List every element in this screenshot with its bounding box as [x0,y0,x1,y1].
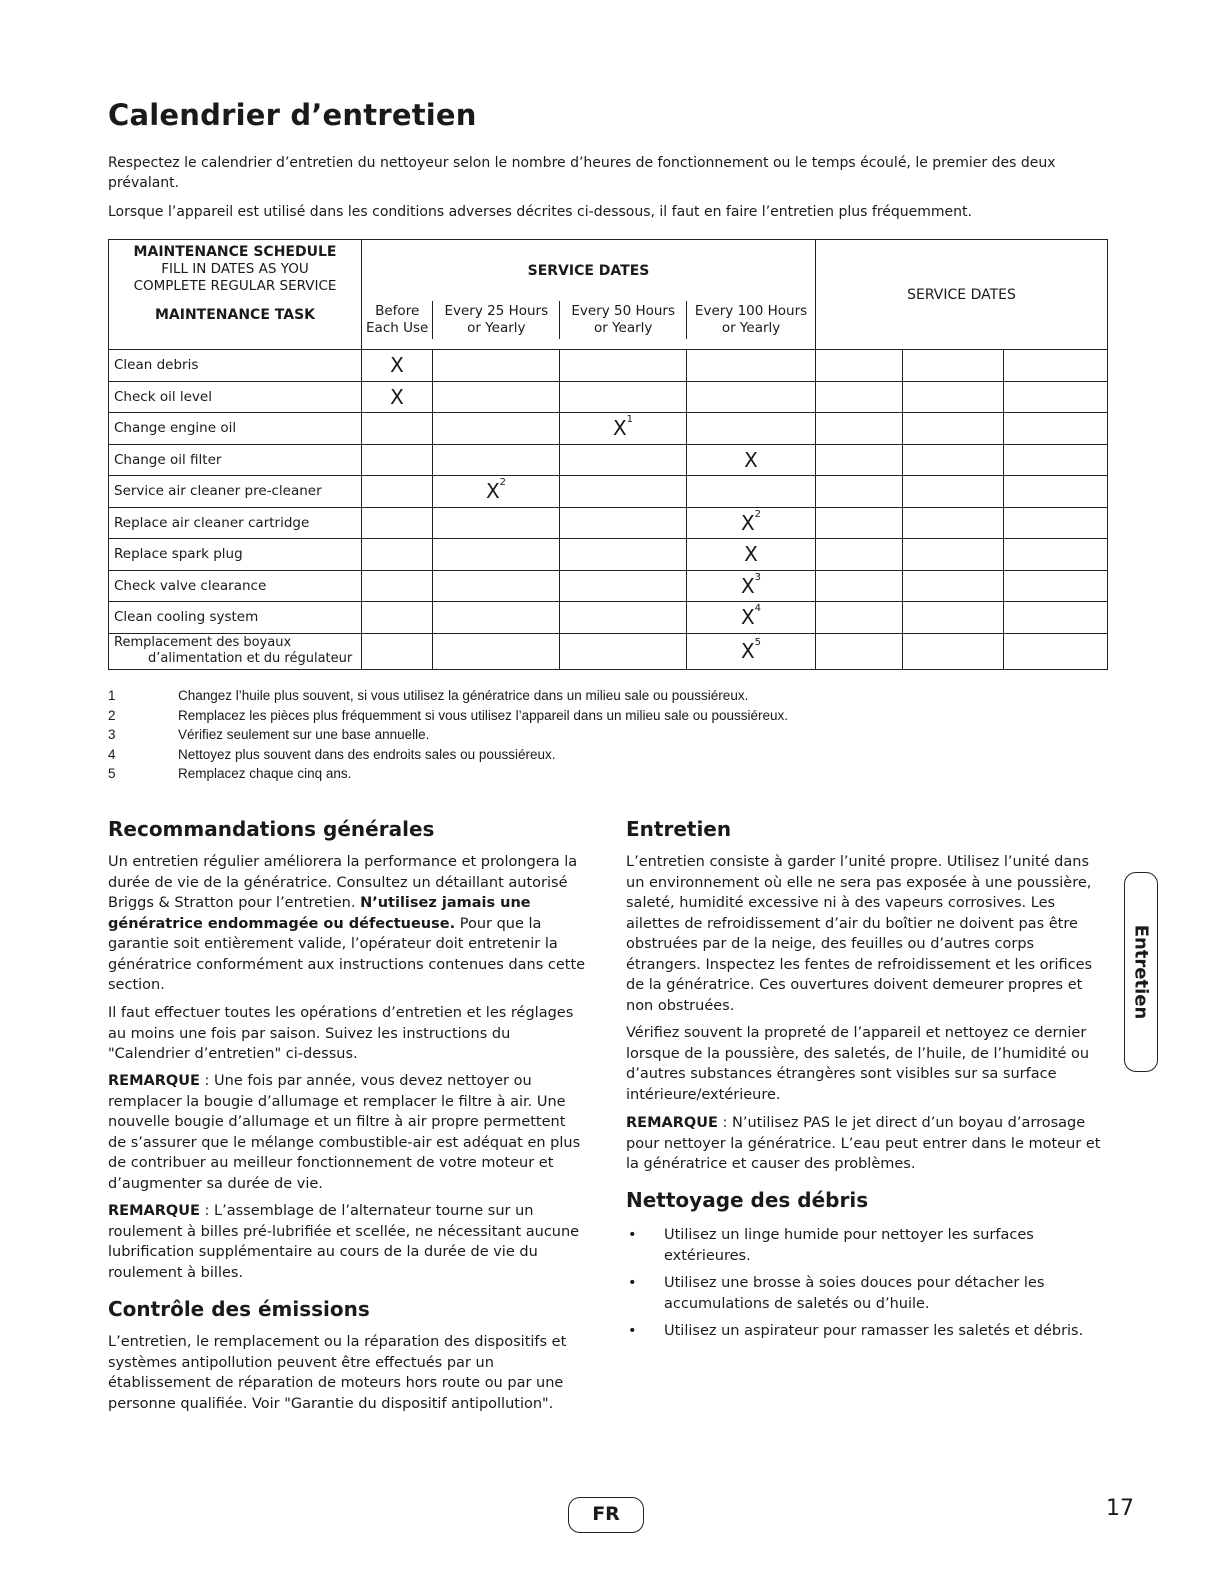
list-item: • Utilisez un aspirateur pour ramasser les saletés et débris. [626,1321,1106,1342]
service-date-cell [816,476,903,508]
interval-cell [362,539,433,571]
header-fill-in-dates: FILL IN DATES AS YOU [161,261,309,277]
entretien-paragraph-1: L’entretien consiste à garder l’unité propre. Utilisez l’unité dans un environnement où elle ne sera pas exposée à une poussière, saleté, humidité excessive ni à des vapeurs corrosives. Les ailettes de refroidissement d’air du boîtier ne doivent pas être obstruées par de la neige, des feuilles ou d’autres corps étrangers. Inspectez les fentes de refroidissement et les orifices de la génératrice. Ces ouvertures doivent demeurer propres et non obstruées. [626,854,1093,1014]
service-date-cell [1004,539,1108,571]
heading-nettoyage: Nettoyage des débris [626,1188,869,1212]
schedule-mark: $X^2$ [433,476,560,508]
emissions-paragraph: L’entretien, le remplacement ou la réparation des dispositifs et systèmes antipollution peuvent être effectués par un établissement de réparation de moteurs hors route ou par une personne qualifiée. Voir "Garantie du dispositif antipollution". [108,1334,567,1412]
table-row [109,602,1108,634]
heading-entretien: Entretien [626,817,732,841]
header-maintenance-schedule: MAINTENANCE SCHEDULE [133,244,337,260]
schedule-mark: $X^1$ [560,413,687,445]
list-item: • Utilisez un linge humide pour nettoyer les surfaces extérieures. [626,1225,1106,1266]
header-service-dates-right: SERVICE DATES [816,240,1108,350]
page-title: Calendrier d’entretien [108,98,477,132]
interval-cell [433,539,560,571]
service-date-cell [1004,444,1108,476]
schedule-mark: X [362,381,433,413]
bullet-icon: • [628,1275,637,1291]
schedule-mark: X [362,350,433,382]
interval-cell [560,570,687,602]
interval-25-hours: Every 25 Hours or Yearly [432,301,559,339]
service-date-cell [816,539,903,571]
recommandations-paragraph-2: Il faut effectuer toutes les opérations d’entretien et les réglages au moins une fois par saison. Suivez les instructions du "Calendrier d’entretien" ci-dessus. [108,1005,574,1062]
interval-cell [433,350,560,382]
schedule-mark: $X^2$ [687,507,816,539]
service-date-cell [816,350,903,382]
service-date-cell [903,444,1004,476]
footnote: 4 Nettoyez plus souvent dans des endroits sales ou poussiéreux. [108,746,556,762]
header-service-dates-mid-cell [362,240,816,350]
service-date-cell [903,570,1004,602]
interval-cell [362,476,433,508]
footnotes [108,686,788,784]
interval-cell [560,476,687,508]
service-date-cell [1004,413,1108,445]
table-row [109,570,1108,602]
nettoyage-list [626,1225,1106,1349]
interval-cell [687,476,816,508]
interval-cell [560,444,687,476]
service-date-cell [903,381,1004,413]
interval-cell [687,413,816,445]
interval-cell [433,570,560,602]
heading-emissions: Contrôle des émissions [108,1297,370,1321]
header-maintenance-task: MAINTENANCE TASK [154,307,315,323]
header-service-dates-mid: SERVICE DATES [527,263,650,279]
table-row [109,539,1108,571]
intro-paragraph-2: Lorsque l’appareil est utilisé dans les conditions adverses décrites ci-dessous, il faut en faire l’entretien plus fréquemment. [108,204,972,220]
schedule-mark: $X^5$ [687,633,816,669]
interval-100-hours: Every 100 Hours or Yearly [686,301,815,339]
service-date-cell [816,413,903,445]
interval-cell [433,381,560,413]
header-left-cell [109,240,362,350]
recommandations-paragraph-3: REMARQUE : Une fois par année, vous devez nettoyer ou remplacer la bougie d’allumage et remplacer le filtre à air. Une nouvelle bougie d’allumage et un filtre à air propre permettent de s’assurer que le mélange combustible-air est adéquat en plus de contribuer au meilleur fonctionnement de votre moteur et d’augmenter sa durée de vie. [108,1073,581,1192]
table-header-row [109,240,1108,350]
footnote: 1 Changez l’huile plus souvent, si vous utilisez la génératrice dans un milieu sale ou poussiéreux. [108,688,749,703]
interval-cell [362,633,433,669]
interval-cell [433,444,560,476]
service-date-cell [816,570,903,602]
bullet-icon: • [628,1323,637,1339]
task-cell: Replace air cleaner cartridge [109,507,362,539]
interval-cell [362,602,433,634]
task-cell: Service air cleaner pre-cleaner [109,476,362,508]
task-cell: Change oil filter [109,444,362,476]
interval-cell [433,602,560,634]
heading-recommandations: Recommandations générales [108,817,435,841]
header-complete-service: COMPLETE REGULAR SERVICE [133,278,337,294]
service-date-cell [816,633,903,669]
service-date-cell [816,602,903,634]
table-row [109,476,1108,508]
task-cell: Clean cooling system [109,602,362,634]
section-side-tab [1124,872,1158,1072]
schedule-mark: $X^4$ [687,602,816,634]
language-badge: FR [568,1497,644,1533]
service-date-cell [816,381,903,413]
interval-headers [362,301,815,339]
entretien-paragraph-3: REMARQUE : N’utilisez PAS le jet direct d’un boyau d’arrosage pour nettoyer la génératrice. L’eau peut entrer dans le moteur et la génératrice et causer des problèmes. [626,1115,1101,1172]
footnote: 3 Vérifiez seulement sur une base annuelle. [108,727,430,742]
service-date-cell [903,413,1004,445]
service-date-cell [903,507,1004,539]
footnote: 2 Remplacez les pièces plus fréquemment si vous utilisez l’appareil dans un milieu sale ou poussiéreux. [108,707,789,723]
interval-cell [362,507,433,539]
task-cell: Remplacement des boyaux d’alimentation et du régulateur [109,633,362,669]
service-date-cell [903,602,1004,634]
service-date-cell [1004,476,1108,508]
interval-cell [560,381,687,413]
interval-cell [687,350,816,382]
task-cell: Clean debris [109,350,362,382]
service-date-cell [1004,507,1108,539]
service-date-cell [816,507,903,539]
service-date-cell [1004,633,1108,669]
service-date-cell [1004,350,1108,382]
footnote: 5 Remplacez chaque cinq ans. [108,766,352,781]
interval-cell [687,381,816,413]
table-row [109,350,1108,382]
interval-cell [560,507,687,539]
task-cell: Replace spark plug [109,539,362,571]
schedule-body [109,350,1108,670]
service-date-cell [1004,602,1108,634]
table-row [109,381,1108,413]
service-date-cell [903,539,1004,571]
page-number: 17 [1106,1496,1134,1521]
task-cell: Change engine oil [109,413,362,445]
interval-cell [560,539,687,571]
interval-cell [362,444,433,476]
interval-cell [433,633,560,669]
interval-cell [560,350,687,382]
service-date-cell [816,444,903,476]
table-row [109,507,1108,539]
side-tab-label: Entretien [1130,924,1152,1020]
table-row [109,633,1108,669]
service-date-cell [903,476,1004,508]
service-date-cell [903,633,1004,669]
bullet-icon: • [628,1227,637,1243]
schedule-mark: X [687,539,816,571]
interval-cell [362,570,433,602]
service-date-cell [1004,381,1108,413]
schedule-mark: $X^3$ [687,570,816,602]
interval-before-each-use: Before Each Use [366,303,429,336]
interval-cell [362,413,433,445]
entretien-paragraph-2: Vérifiez souvent la propreté de l’appareil et nettoyez ce dernier lorsque de la poussière, des saletés, de l’huile, de l’humidité ou d’autres substances étrangères sont visibles sur sa surface intérieure/extérieure. [626,1025,1090,1103]
service-date-cell [903,350,1004,382]
recommandations-paragraph-1: Un entretien régulier améliorera la performance et prolongera la durée de vie de la génératrice. Consultez un détaillant autorisé Briggs & Stratton pour l’entretien. N’utilisez jamais une génératrice endommagée ou défectueuse. Pour que la garantie soit entièrement valide, l’opérateur doit entretenir la génératrice conformément aux instructions contenues dans cette section. [108,854,586,993]
intro-paragraph-1: Respectez le calendrier d’entretien du nettoyeur selon le nombre d’heures de fonctionnement ou le temps écoulé, le premier des deux prévalant. [108,155,1056,191]
table-row [109,413,1108,445]
interval-cell [560,633,687,669]
interval-cell [560,602,687,634]
list-item: • Utilisez une brosse à soies douces pour détacher les accumulations de saletés ou d’huile. [626,1273,1106,1314]
table-row [109,444,1108,476]
interval-cell [433,413,560,445]
maintenance-schedule-table [108,239,1108,670]
recommandations-paragraph-4: REMARQUE : L’assemblage de l’alternateur tourne sur un roulement à billes pré-lubrifiée et scellée, ne nécessitant aucune lubrification supplémentaire au cours de la durée de vie du roulement à billes. [108,1203,580,1281]
interval-cell [433,507,560,539]
task-cell: Check oil level [109,381,362,413]
interval-50-hours: Every 50 Hours or Yearly [559,301,686,339]
service-date-cell [1004,570,1108,602]
task-cell: Check valve clearance [109,570,362,602]
schedule-mark: X [687,444,816,476]
